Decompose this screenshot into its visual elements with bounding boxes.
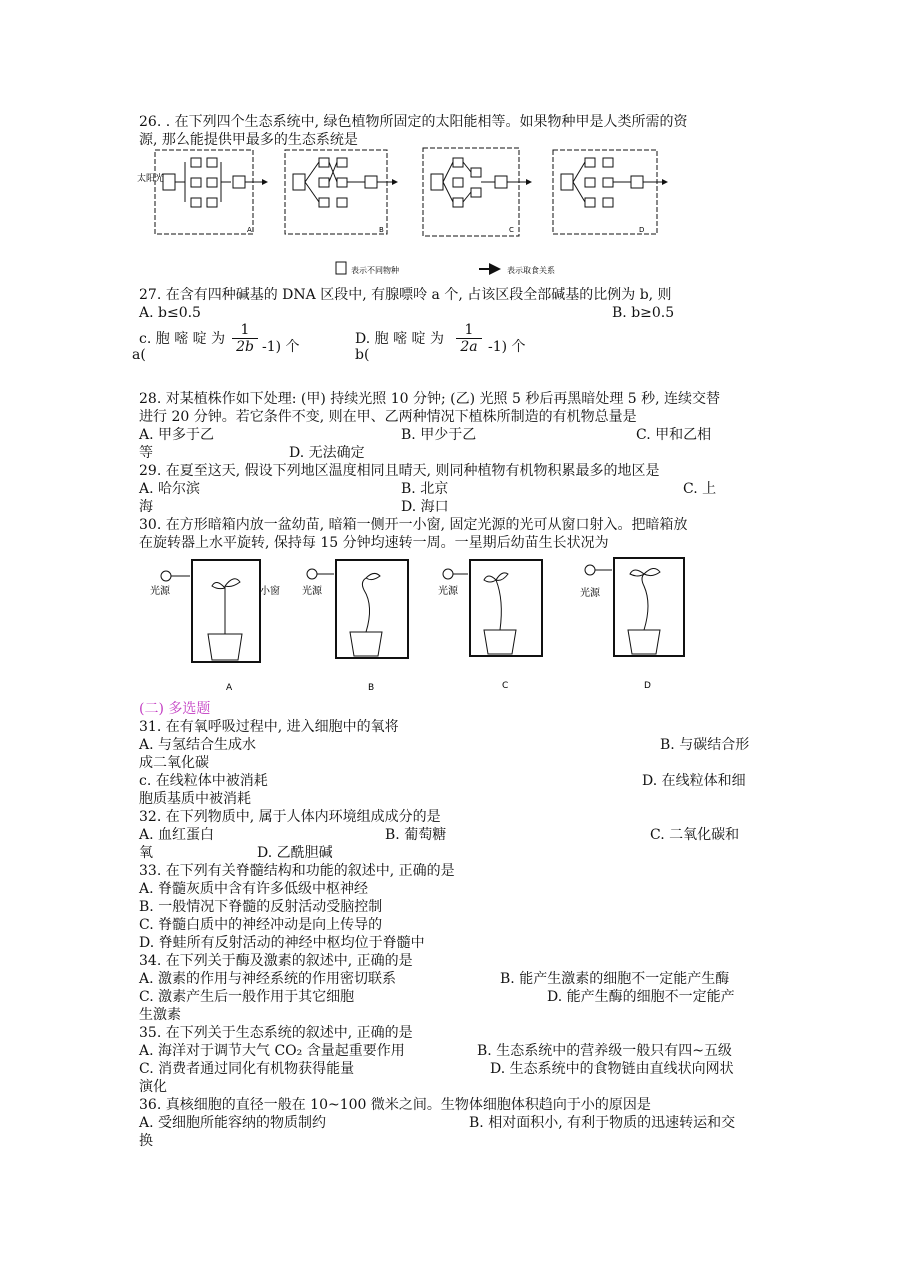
- seedling-label-b: B: [368, 683, 375, 693]
- q31-opt-b-cont: 成二氧化碳: [139, 755, 209, 771]
- q33-opt-a: A. 脊髓灰质中含有许多低级中枢神经: [139, 881, 369, 897]
- q31-opt-b: B. 与碳结合形: [660, 737, 750, 753]
- q33-opt-d: D. 脊蛙所有反射活动的神经中枢均位于脊髓中: [139, 935, 425, 951]
- panel-a: [155, 150, 267, 234]
- q33-opt-c: C. 脊髓白质中的神经冲动是向上传导的: [139, 917, 383, 933]
- q31-opt-d-cont: 胞质基质中被消耗: [139, 791, 251, 807]
- q33-stem: 33. 在下列有关脊髓结构和功能的叙述中, 正确的是: [139, 863, 455, 879]
- seedling-box-c: [438, 560, 542, 656]
- q29-opt-a: A. 哈尔滨: [139, 481, 201, 497]
- q32-opt-b: B. 葡萄糖: [385, 827, 447, 843]
- light-source-icon: [443, 569, 453, 579]
- panel-c: [423, 148, 531, 236]
- small-window-label: 小窗: [260, 586, 280, 597]
- q27-opt-a: A. b≤0.5: [139, 305, 201, 321]
- light-source-label: 光源: [302, 586, 322, 597]
- q34-stem: 34. 在下列关于酶及激素的叙述中, 正确的是: [139, 953, 413, 969]
- q32-stem: 32. 在下列物质中, 属于人体内环境组成成分的是: [139, 809, 441, 825]
- light-source-label: 光源: [438, 586, 458, 597]
- q36-opt-b-cont: 换: [139, 1133, 153, 1149]
- sunlight-label: 太阳光: [137, 174, 165, 184]
- light-source-icon: [307, 569, 317, 579]
- q27-opt-d-b: b(: [355, 347, 370, 363]
- q27-opt-c-a: a(: [132, 347, 146, 363]
- legend-food: 表示取食关系: [507, 266, 555, 275]
- q35-opt-b: B. 生态系统中的营养级一般只有四~五级: [477, 1043, 732, 1059]
- q34-opt-d: D. 能产生酶的细胞不一定能产: [547, 989, 735, 1005]
- panel-label-d: D: [639, 226, 645, 234]
- q26-ecosystem-figure: [135, 144, 695, 284]
- q32-opt-c: C. 二氧化碳和: [650, 827, 740, 843]
- q36-opt-b: B. 相对面积小, 有利于物质的迅速转运和交: [469, 1115, 736, 1131]
- q34-opt-a: A. 激素的作用与神经系统的作用密切联系: [139, 971, 397, 987]
- q26-line2: 源, 那么能提供甲最多的生态系统是: [139, 132, 358, 148]
- fraction-denominator: 2b: [236, 339, 254, 355]
- q27-opt-b: B. b≥0.5: [612, 305, 675, 321]
- q28-opt-b: B. 甲少于乙: [401, 427, 477, 443]
- q36-stem: 36. 真核细胞的直径一般在 10~100 微米之间。生物体细胞体积趋向于小的原因是: [139, 1097, 651, 1113]
- light-source-label: 光源: [580, 588, 600, 599]
- fraction-numerator: 1: [456, 322, 482, 339]
- panel-label-c: C: [509, 226, 514, 234]
- q29-opt-c-cont: 海: [139, 499, 153, 515]
- fraction-numerator: 1: [232, 322, 258, 339]
- legend-species: 表示不同物种: [351, 266, 399, 275]
- section-heading: (二) 多选题: [139, 701, 211, 717]
- q32-opt-a: A. 血红蛋白: [139, 827, 215, 843]
- q30-line1: 30. 在方形暗箱内放一盆幼苗, 暗箱一侧开一小窗, 固定光源的光可从窗口射入。把暗箱放: [139, 517, 688, 533]
- q35-opt-d: D. 生态系统中的食物链由直线状向网状: [490, 1061, 734, 1077]
- q34-opt-b: B. 能产生激素的细胞不一定能产生酶: [500, 971, 730, 987]
- q28-opt-a: A. 甲多于乙: [139, 427, 215, 443]
- q28-opt-d: D. 无法确定: [289, 445, 365, 461]
- q31-opt-a: A. 与氢结合生成水: [139, 737, 257, 753]
- q32-opt-c-cont: 氧: [139, 845, 153, 861]
- panel-d: [553, 150, 667, 234]
- q35-opt-c: C. 消费者通过同化有机物获得能量: [139, 1061, 355, 1077]
- seedling-label-d: D: [644, 681, 651, 691]
- q28-line2: 进行 20 分钟。若它条件不变, 则在甲、乙两种情况下植株所制造的有机物总量是: [139, 409, 637, 425]
- light-source-icon: [161, 571, 171, 581]
- fraction-denominator: 2a: [460, 339, 478, 355]
- q29-opt-c: C. 上: [683, 481, 717, 497]
- legend-box-icon: [336, 262, 346, 274]
- seedling-box-a: [150, 560, 280, 662]
- q35-stem: 35. 在下列关于生态系统的叙述中, 正确的是: [139, 1025, 413, 1041]
- q31-opt-d: D. 在线粒体和细: [642, 773, 746, 789]
- q30-line2: 在旋转器上水平旋转, 保持每 15 分钟均速转一周。一星期后幼苗生长状况为: [139, 535, 609, 551]
- q27-opt-c-post: -1) 个: [262, 339, 300, 355]
- q35-opt-d-cont: 演化: [139, 1079, 167, 1095]
- seedling-label-a: A: [226, 683, 233, 693]
- q27-opt-d: D. 胞 嘧 啶 为: [355, 331, 444, 347]
- seedling-box-d: [580, 558, 684, 656]
- q26-line1: 26. . 在下列四个生态系统中, 绿色植物所固定的太阳能相等。如果物种甲是人类所需的资: [139, 114, 688, 130]
- seedling-box-b: [302, 560, 408, 658]
- panel-label-a: A: [247, 226, 252, 234]
- q28-opt-c-cont: 等: [139, 445, 153, 461]
- q27-stem: 27. 在含有四种碱基的 DNA 区段中, 有腺嘌呤 a 个, 占该区段全部碱基的比例为 b, 则: [139, 287, 672, 303]
- panel-b: [285, 150, 397, 234]
- q31-stem: 31. 在有氧呼吸过程中, 进入细胞中的氧将: [139, 719, 399, 735]
- q28-line1: 28. 对某植株作如下处理: (甲) 持续光照 10 分钟; (乙) 光照 5 秒后再黑暗处理 5 秒, 连续交替: [139, 391, 721, 407]
- q34-opt-c: C. 激素产生后一般作用于其它细胞: [139, 989, 355, 1005]
- q32-opt-d: D. 乙酰胆碱: [257, 845, 333, 861]
- panel-label-b: B: [379, 226, 384, 234]
- q31-opt-c: c. 在线粒体中被消耗: [139, 773, 268, 789]
- q27-opt-d-post: -1) 个: [488, 339, 526, 355]
- q29-stem: 29. 在夏至这天, 假设下列地区温度相同且晴天, 则同种植物有机物积累最多的地区是: [139, 463, 660, 479]
- q30-seedling-figure: [150, 556, 690, 696]
- q33-opt-b: B. 一般情况下脊髓的反射活动受脑控制: [139, 899, 383, 915]
- q27-opt-c-fraction: [232, 322, 258, 355]
- q28-opt-c: C. 甲和乙相: [636, 427, 712, 443]
- q29-opt-b: B. 北京: [401, 481, 449, 497]
- q35-opt-a: A. 海洋对于调节大气 CO₂ 含量起重要作用: [139, 1043, 405, 1059]
- q34-opt-d-cont: 生激素: [139, 1007, 181, 1023]
- q36-opt-a: A. 受细胞所能容纳的物质制约: [139, 1115, 327, 1131]
- seedling-label-c: C: [502, 681, 509, 691]
- q29-opt-d: D. 海口: [401, 499, 449, 515]
- light-source-label: 光源: [150, 586, 170, 597]
- q27-opt-d-fraction: [456, 322, 482, 355]
- q27-opt-c: c. 胞 嘧 啶 为: [139, 331, 226, 347]
- light-source-icon: [585, 565, 595, 575]
